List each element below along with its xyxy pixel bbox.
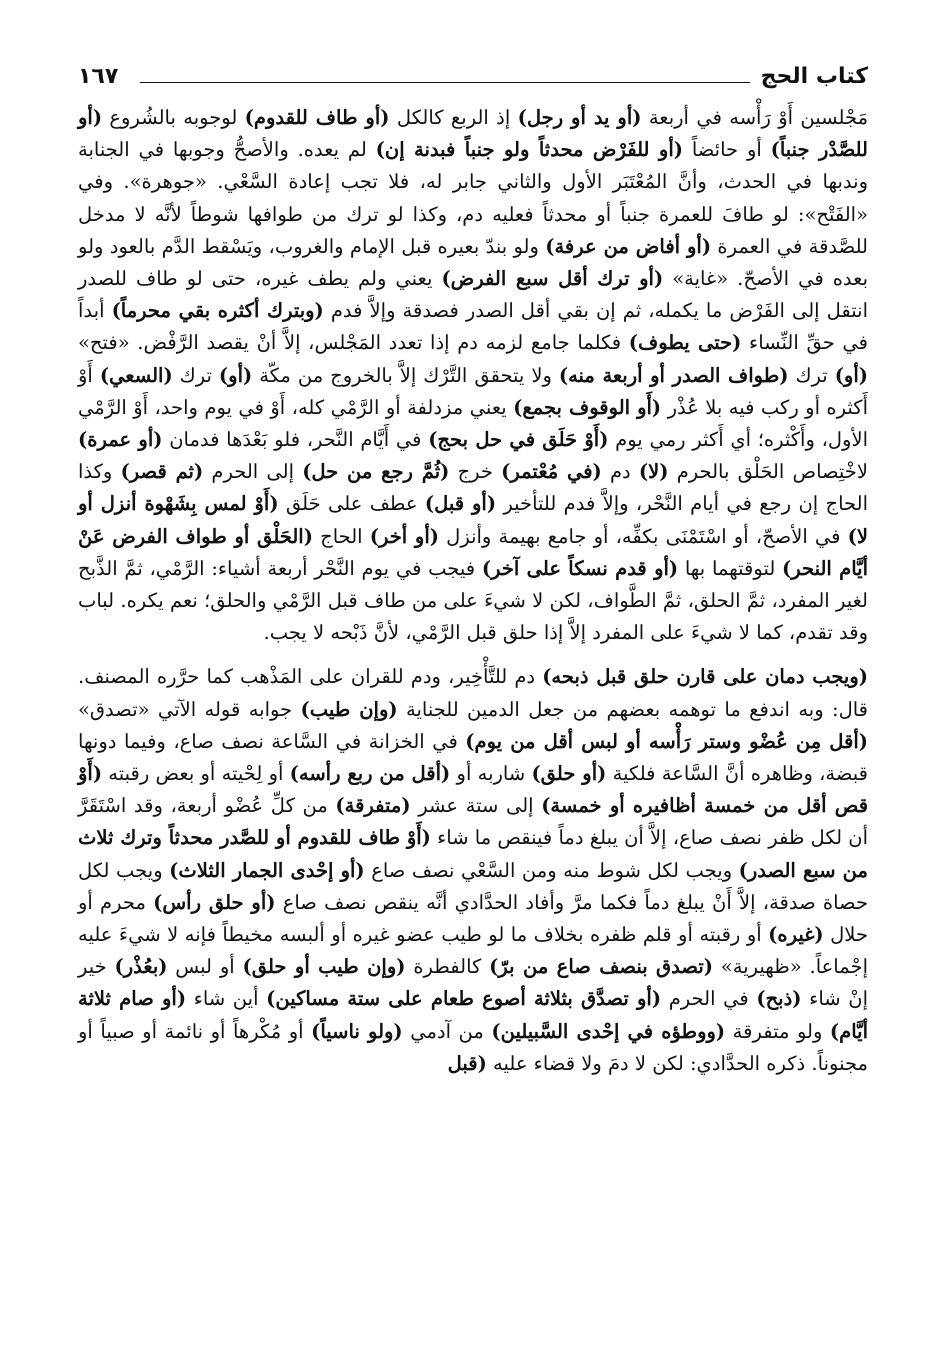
book-page xyxy=(78,62,868,1080)
sharh-text: وكذا الحاج إن رجع في أيام النَّحْر، وإلاَّ فدم للتأخير xyxy=(78,460,868,516)
matn-text: (أقل من ربع رأسه) xyxy=(289,762,451,786)
matn-text: (ثُمَّ رجع من حل) xyxy=(302,460,450,484)
matn-text: (وبترك أكثره بقي محرماً) xyxy=(111,299,324,323)
sharh-text: في الأصحّ، أو اسْتَمْنَى بكفِّه، أو جامع بهيمة وأنزل xyxy=(439,524,848,548)
matn-text: (أو تصدَّق بثلاثة أصوع طعام على ستة مساكين) xyxy=(266,987,662,1011)
matn-text: (أو إحْدى الجمار الثلاث) xyxy=(169,858,365,882)
matn-text: (أَو الوقوف بجمع) xyxy=(513,395,662,419)
matn-text: (وإن طيب) xyxy=(300,697,398,721)
matn-text: (أو حلق) xyxy=(531,762,607,786)
sharh-text: إذ الربع كالكل xyxy=(389,106,518,129)
paragraph-2 xyxy=(78,661,868,1080)
matn-text: (أو أخر) xyxy=(369,524,439,548)
sharh-text: في الحرم xyxy=(661,987,757,1011)
matn-text: (وإن طيب أو حلق) xyxy=(242,955,406,979)
matn-text: (حتى يطوف) xyxy=(628,331,742,355)
page-header xyxy=(78,62,868,94)
matn-text: (أَوْ قص أقل من خمسة أظافيره أو خمسة) xyxy=(78,762,869,818)
matn-text: (أو قدم نسكاً على آخر) xyxy=(481,556,679,580)
matn-text: (أَوْ حَلَق في حل بحج) xyxy=(428,428,609,452)
page-number: ١٦٧ xyxy=(78,64,119,89)
matn-text: (في مُعْتمر) xyxy=(501,460,602,484)
sharh-text: أو مُكْرهاً أو نائمة أو صبياً أو مجنوناً. ذكره الحدَّادي: لكن لا دمَ ولا قضاء عليه xyxy=(78,1019,868,1075)
sharh-text: الحاج xyxy=(312,524,370,548)
matn-text: (أو) xyxy=(834,363,868,387)
matn-text: (أو للصَّدْر جنباً) xyxy=(78,106,869,162)
sharh-text: عطف على حَلَق xyxy=(278,492,425,516)
matn-text: (أو) xyxy=(218,363,253,387)
sharh-text: لاخْتِصاص الحَلْق بالحرم xyxy=(668,460,868,484)
matn-text: (أَوْ لمس بِشَهْوة أنزل أو لا) xyxy=(78,492,868,548)
sharh-text: كالفطرة xyxy=(405,955,490,979)
sharh-text: أو رقبته أو قلم ظفره بخلاف ما لو طيب عضو غيره أو ألبسه مخيطاً فإنه لا شيءَ عليه إجْماعاً. «ظهيرية» xyxy=(78,923,868,979)
sharh-text: فكلما جامع لزمه دم إذا تعدد المَجْلس، إلاَّ أنْ يقصد الرَّفْض. «فتح» xyxy=(78,331,629,355)
sharh-text: فيجب في يوم النَّحْر أربعة أشياء: الرَّمْي، ثمَّ الذَّبح لغير المفرد، ثمَّ الحلق، ثمَّ الطَّواف، لكن لا شيءَ على من طاف قبل الرَّمْي والحلق؛ نعم يكره. لباب وقد تقدم، كما لا شيءَ على المفرد إلاَّ إذا حلق قبل الرَّمْي، لأنَّ ذَبْحه لا يجب. xyxy=(78,556,868,645)
matn-text: (أو أفاض من عرفة) xyxy=(545,234,712,258)
sharh-text: شاربه أو xyxy=(450,762,532,786)
sharh-text: ترك xyxy=(788,363,835,387)
sharh-text: أين شاء xyxy=(186,987,267,1011)
matn-text: (لا) xyxy=(638,460,669,484)
matn-text: (أو قبل) xyxy=(424,492,497,516)
sharh-text: من آدمي xyxy=(402,1019,492,1043)
matn-text: (متفرقة) xyxy=(335,794,411,818)
sharh-text: في الخزانة في السَّاعة نصف صاع، وفيما دونها قبضة، وظاهره أنَّ السَّاعة فلكية xyxy=(78,729,868,786)
matn-text: (الحَلْق أو طواف الفرض عَنْ أيَّام النحر) xyxy=(78,524,868,580)
matn-text: (أو عمرة) xyxy=(78,428,163,452)
sharh-text: دم للتَّأْخِير، ودم للقران على المَذْهب كما حرَّره المصنف. قال: وبه اندفع ما توهمه بعضهم من جعل الدمين للجناية xyxy=(78,665,869,721)
sharh-text: في أَيَّام النَّحر، فلو بَعْدَها فدمان xyxy=(162,428,429,452)
matn-text: (طواف الصدر أو أربعة منه) xyxy=(558,363,789,387)
matn-text: (تصدق بنصف صاع من برّ) xyxy=(489,955,713,979)
sharh-text: أَوْ أَكثره أو ركب فيه بلا عُذْر xyxy=(78,363,868,419)
sharh-text: خير إنْ شاء xyxy=(78,955,868,1011)
sharh-text: أبداً في حقِّ النِّساء xyxy=(78,299,868,355)
sharh-text: إلى الحرم xyxy=(203,460,303,484)
sharh-text: ويجب لكل حصاة صدقة، إلاَّ أَنْ يبلغ دماً فكما مرَّ وأفاد الحدَّادي أنَّه ينقص نصف صاع xyxy=(78,858,868,914)
matn-text: (بعُذْر) xyxy=(114,955,168,979)
matn-text: (أو صام ثلاثة أيَّام) xyxy=(78,987,869,1043)
sharh-text: ولا يتحقق التَّرْك إلاَّ بالخروج من مكّة xyxy=(252,363,559,387)
sharh-text: ويجب لكل شوط منه ومن السَّعْي نصف صاع xyxy=(364,858,739,882)
sharh-text: لوجوبه بالشُروع xyxy=(102,106,245,129)
sharh-text: يعني مزدلفة أو الرَّمْي كله، أَوْ في يوم واحد، أَوْ الرَّمْي الأول، وأَكْثره؛ أي أَكثر رمي يوم xyxy=(78,395,869,452)
matn-text: (ذبح) xyxy=(756,987,802,1011)
matn-text: (السعي) xyxy=(99,363,173,387)
sharh-text: ولو بندّ بعيره قبل الإمام والغروب، ويَسْقط الدَّم بالعود ولو بعده في الأصحّ. «غاية» xyxy=(78,234,868,291)
matn-text: (ولو ناسياً) xyxy=(311,1019,403,1043)
paragraph-1 xyxy=(78,102,868,649)
matn-text: (غيره) xyxy=(768,923,824,947)
sharh-text: ولو متفرقة xyxy=(725,1019,830,1043)
matn-text: (أو يد أو رجل) xyxy=(517,106,642,129)
matn-text: (أَوْ طاف للقدوم أو للصَّدر محدثاً وترك ثلاث من سبع الصدر) xyxy=(78,826,868,882)
matn-text: (ووطؤه في إحْدى السَّبيلين) xyxy=(491,1019,726,1043)
sharh-text: من كلِّ عُضْو أربعة، وقد اسْتَقَرَّ أن لكل ظفر نصف صاع، إلاَّ أن يبلغ دماً فينقص ما شاء xyxy=(78,794,868,850)
matn-text: (أقل مِن عُضْو وستر رَأْسه أو لبس أقل من يوم) xyxy=(465,729,869,753)
sharh-text: يعني ولم يطف غيره، حتى لو طاف للصدر انتقل إلى الفَرْض ما يكمله، ثم إن بقي أقل الصدر فصدقة وإلاَّ فدم xyxy=(78,267,869,323)
sharh-text: محرم أو حلال xyxy=(78,890,868,947)
matn-text: (أو حلق رأس) xyxy=(153,890,276,914)
sharh-text: ترك xyxy=(172,363,219,387)
matn-text: (أو للفَرْض محدثاً ولو جنباً فبدنة إن) xyxy=(375,138,683,162)
sharh-text: إلى ستة عشر xyxy=(410,794,542,818)
sharh-text: مَجْلسين أَوْ رَأْسه في أربعة xyxy=(641,106,869,129)
matn-text: (قبل xyxy=(447,1051,487,1075)
matn-text: (أو طاف للقدوم) xyxy=(244,106,390,129)
sharh-text: لتوقتهما بها xyxy=(678,556,782,580)
sharh-text: خرج xyxy=(449,460,502,484)
sharh-text: لم يعده. والأصحُّ وجوبها في الجنابة وندبها في الحدث، وأنَّ المُعْتَبَر الأول والثاني جابر له، فلا تجب إعادة السَّعْي. «جوهرة». وفي «الفَتْح»: لو طافَ للعمرة جنباً أو محدثاً فعليه دم، وكذا لو ترك من طوافها شوطاً لأنَّه لا مدخل للصَّدقة في العمرة xyxy=(78,138,868,258)
sharh-text: دم xyxy=(601,460,639,484)
matn-text: (ويجب دمان على قارن حلق قبل ذبحه) xyxy=(542,665,869,689)
sharh-text: جوابه قوله الآتي «تصدق» xyxy=(78,697,301,721)
matn-text: (ثم قصر) xyxy=(120,460,204,484)
running-title: كتاب الحج xyxy=(760,64,868,89)
sharh-text: أو حائضاً xyxy=(683,138,771,162)
matn-text: (أو ترك أقل سبع الفرض) xyxy=(441,267,664,291)
sharh-text: أو لِحْيته أو بعض رقبته xyxy=(102,762,290,786)
sharh-text: أو لبس xyxy=(167,955,243,979)
header-rule xyxy=(140,82,750,83)
